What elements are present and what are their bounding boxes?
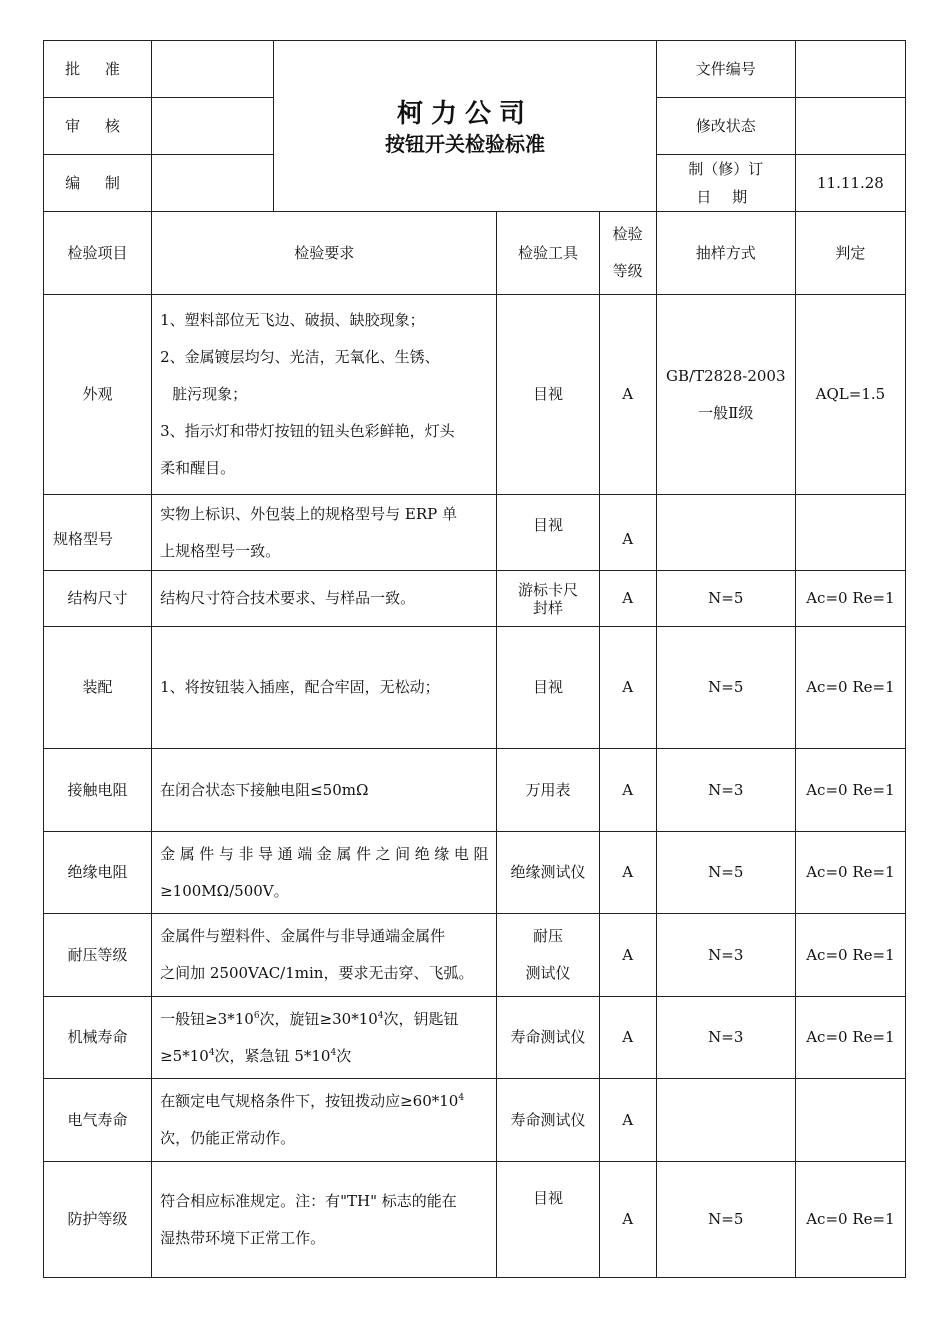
row-item: 外观 — [44, 295, 152, 495]
row-judgement: Ac=0 Re=1 — [795, 997, 905, 1079]
row-judgement: Ac=0 Re=1 — [795, 914, 905, 997]
row-requirement — [152, 1079, 497, 1162]
row-judgement: AQL=1.5 — [795, 295, 905, 495]
req-line: 柔和醒目。 — [160, 459, 236, 477]
table-row-contact — [44, 749, 906, 832]
row-judgement — [795, 495, 905, 571]
row-judgement: Ac=0 Re=1 — [795, 1162, 905, 1278]
req-line: 3、指示灯和带灯按钮的钮头色彩鲜艳，灯头 — [160, 422, 455, 440]
company-name: 柯力公司 — [396, 99, 533, 130]
row-item: 接触电阻 — [44, 749, 152, 832]
req-line: 湿热带环境下正常工作。 — [160, 1228, 326, 1247]
row-sampling: N=5 — [656, 627, 795, 749]
req-line: 次，仍能正常动作。 — [160, 1129, 296, 1147]
row-sampling — [656, 295, 795, 495]
col-sampling: 抽样方式 — [656, 212, 795, 295]
sampling-line: 一般Ⅱ级 — [698, 403, 754, 422]
row-requirement — [152, 997, 497, 1079]
table-row-dimension — [44, 571, 906, 627]
row-judgement: Ac=0 Re=1 — [795, 571, 905, 627]
row-grade: A — [599, 832, 656, 914]
req-line: 之间加 2500VAC/1min，要求无击穿、飞弧。 — [160, 964, 474, 982]
tool-line: 封样 — [533, 598, 564, 617]
req-line: 2、金属镀层均匀、光洁，无氧化、生锈、 — [160, 348, 440, 366]
req-line: ≥100MΩ/500V。 — [160, 881, 289, 900]
row-item: 耐压等级 — [44, 914, 152, 997]
row-tool: 目视 — [497, 295, 599, 495]
sampling-line: GB/T2828-2003 — [666, 366, 786, 385]
row-requirement — [152, 295, 497, 495]
document-title: 按钮开关检验标准 — [384, 131, 545, 156]
tool-line: 测试仪 — [525, 964, 571, 982]
tool-line: 耐压 — [533, 927, 564, 945]
row-judgement: Ac=0 Re=1 — [795, 749, 905, 832]
row-grade: A — [599, 571, 656, 627]
date-label-line-1: 制（修）订 — [688, 160, 764, 178]
row-sampling: N=5 — [656, 832, 795, 914]
req-line: 实物上标识、外包装上的规格型号与 ERP 单 — [160, 504, 457, 523]
row-requirement: 1、将按钮装入插座，配合牢固，无松动； — [152, 627, 497, 749]
col-item: 检验项目 — [44, 212, 152, 295]
req-text: 次，钥匙钮 — [383, 1009, 459, 1028]
row-grade: A — [599, 1079, 656, 1162]
row-judgement: Ac=0 Re=1 — [795, 832, 905, 914]
approve-label: 批 准 — [44, 41, 152, 98]
date-label — [656, 155, 795, 212]
title-block — [274, 41, 656, 212]
row-item: 装配 — [44, 627, 152, 749]
prepare-label: 编 制 — [44, 155, 152, 212]
req-exponent: 6 — [253, 1010, 260, 1021]
tool-line: 游标卡尺 — [518, 580, 579, 599]
req-exponent: 4 — [208, 1047, 215, 1058]
review-value — [152, 98, 274, 155]
row-sampling: N=5 — [656, 1162, 795, 1278]
req-line: 金属件与塑料件、金属件与非导通端金属件 — [160, 927, 446, 945]
req-text: 在额定电气规格条件下，按钮拨动应≥60*10 — [160, 1092, 459, 1110]
row-requirement — [152, 914, 497, 997]
row-sampling — [656, 1079, 795, 1162]
row-item: 结构尺寸 — [44, 571, 152, 627]
row-item: 规格型号 — [44, 495, 152, 571]
req-line: 金属件与非导通端金属件之间绝缘电阻 — [160, 844, 489, 863]
table-row-elec-life — [44, 1079, 906, 1162]
row-sampling: N=5 — [656, 571, 795, 627]
req-exponent: 4 — [330, 1047, 337, 1058]
row-grade: A — [599, 495, 656, 571]
table-row-protection — [44, 1162, 906, 1278]
row-grade: A — [599, 914, 656, 997]
col-tool: 检验工具 — [497, 212, 599, 295]
row-sampling: N=3 — [656, 749, 795, 832]
req-text: 一般钮≥3*10 — [160, 1009, 254, 1028]
req-line: 符合相应标准规定。注：有"TH" 标志的能在 — [160, 1191, 457, 1210]
header-row-approve — [44, 41, 906, 98]
table-row-withstand — [44, 914, 906, 997]
req-text: ≥5*10 — [160, 1046, 209, 1065]
row-tool: 寿命测试仪 — [497, 997, 599, 1079]
column-header-row — [44, 212, 906, 295]
revision-value — [795, 98, 905, 155]
revision-label: 修改状态 — [656, 98, 795, 155]
table-row-assembly — [44, 627, 906, 749]
file-no-value — [795, 41, 905, 98]
row-tool: 目视 — [497, 495, 599, 571]
req-text: 次 — [336, 1046, 352, 1065]
row-tool: 万用表 — [497, 749, 599, 832]
req-line: 上规格型号一致。 — [160, 541, 281, 560]
prepare-value — [152, 155, 274, 212]
req-line: 1、塑料部位无飞边、破损、缺胶现象； — [160, 311, 425, 329]
col-judgement: 判定 — [795, 212, 905, 295]
row-judgement: Ac=0 Re=1 — [795, 627, 905, 749]
row-grade: A — [599, 1162, 656, 1278]
row-requirement — [152, 1162, 497, 1278]
row-item: 绝缘电阻 — [44, 832, 152, 914]
file-no-label: 文件编号 — [656, 41, 795, 98]
table-row-insulation — [44, 832, 906, 914]
row-tool: 绝缘测试仪 — [497, 832, 599, 914]
row-grade: A — [599, 295, 656, 495]
row-requirement: 在闭合状态下接触电阻≤50mΩ — [152, 749, 497, 832]
col-requirement: 检验要求 — [152, 212, 497, 295]
col-grade-line-2: 等级 — [612, 262, 643, 280]
row-item: 电气寿命 — [44, 1079, 152, 1162]
date-label-line-2: 日 期 — [696, 188, 756, 206]
row-item: 机械寿命 — [44, 997, 152, 1079]
inspection-standard-table — [43, 40, 906, 1278]
row-grade: A — [599, 997, 656, 1079]
req-text: 次，紧急钮 5*10 — [214, 1046, 331, 1065]
req-text: 次，旋钮≥30*10 — [259, 1009, 378, 1028]
row-tool — [497, 571, 599, 627]
row-grade: A — [599, 627, 656, 749]
row-sampling: N=3 — [656, 997, 795, 1079]
row-tool: 寿命测试仪 — [497, 1079, 599, 1162]
row-requirement: 结构尺寸符合技术要求、与样品一致。 — [152, 571, 497, 627]
row-item: 防护等级 — [44, 1162, 152, 1278]
req-exponent: 4 — [377, 1010, 384, 1021]
req-line — [160, 1038, 488, 1075]
row-judgement — [795, 1079, 905, 1162]
row-sampling: N=3 — [656, 914, 795, 997]
row-requirement — [152, 495, 497, 571]
table-row-appearance — [44, 295, 906, 495]
table-row-mech-life — [44, 997, 906, 1079]
row-sampling — [656, 495, 795, 571]
row-tool: 目视 — [497, 1162, 599, 1278]
row-tool: 目视 — [497, 627, 599, 749]
req-exponent: 4 — [458, 1093, 465, 1103]
row-tool — [497, 914, 599, 997]
req-line: 脏污现象； — [172, 385, 248, 403]
review-label: 审 核 — [44, 98, 152, 155]
row-grade: A — [599, 749, 656, 832]
table-row-model — [44, 495, 906, 571]
req-line — [160, 1001, 488, 1038]
approve-value — [152, 41, 274, 98]
row-requirement — [152, 832, 497, 914]
col-grade-line-1: 检验 — [612, 225, 643, 243]
date-value: 11.11.28 — [795, 155, 905, 212]
col-grade — [599, 212, 656, 295]
req-line — [160, 1083, 488, 1120]
